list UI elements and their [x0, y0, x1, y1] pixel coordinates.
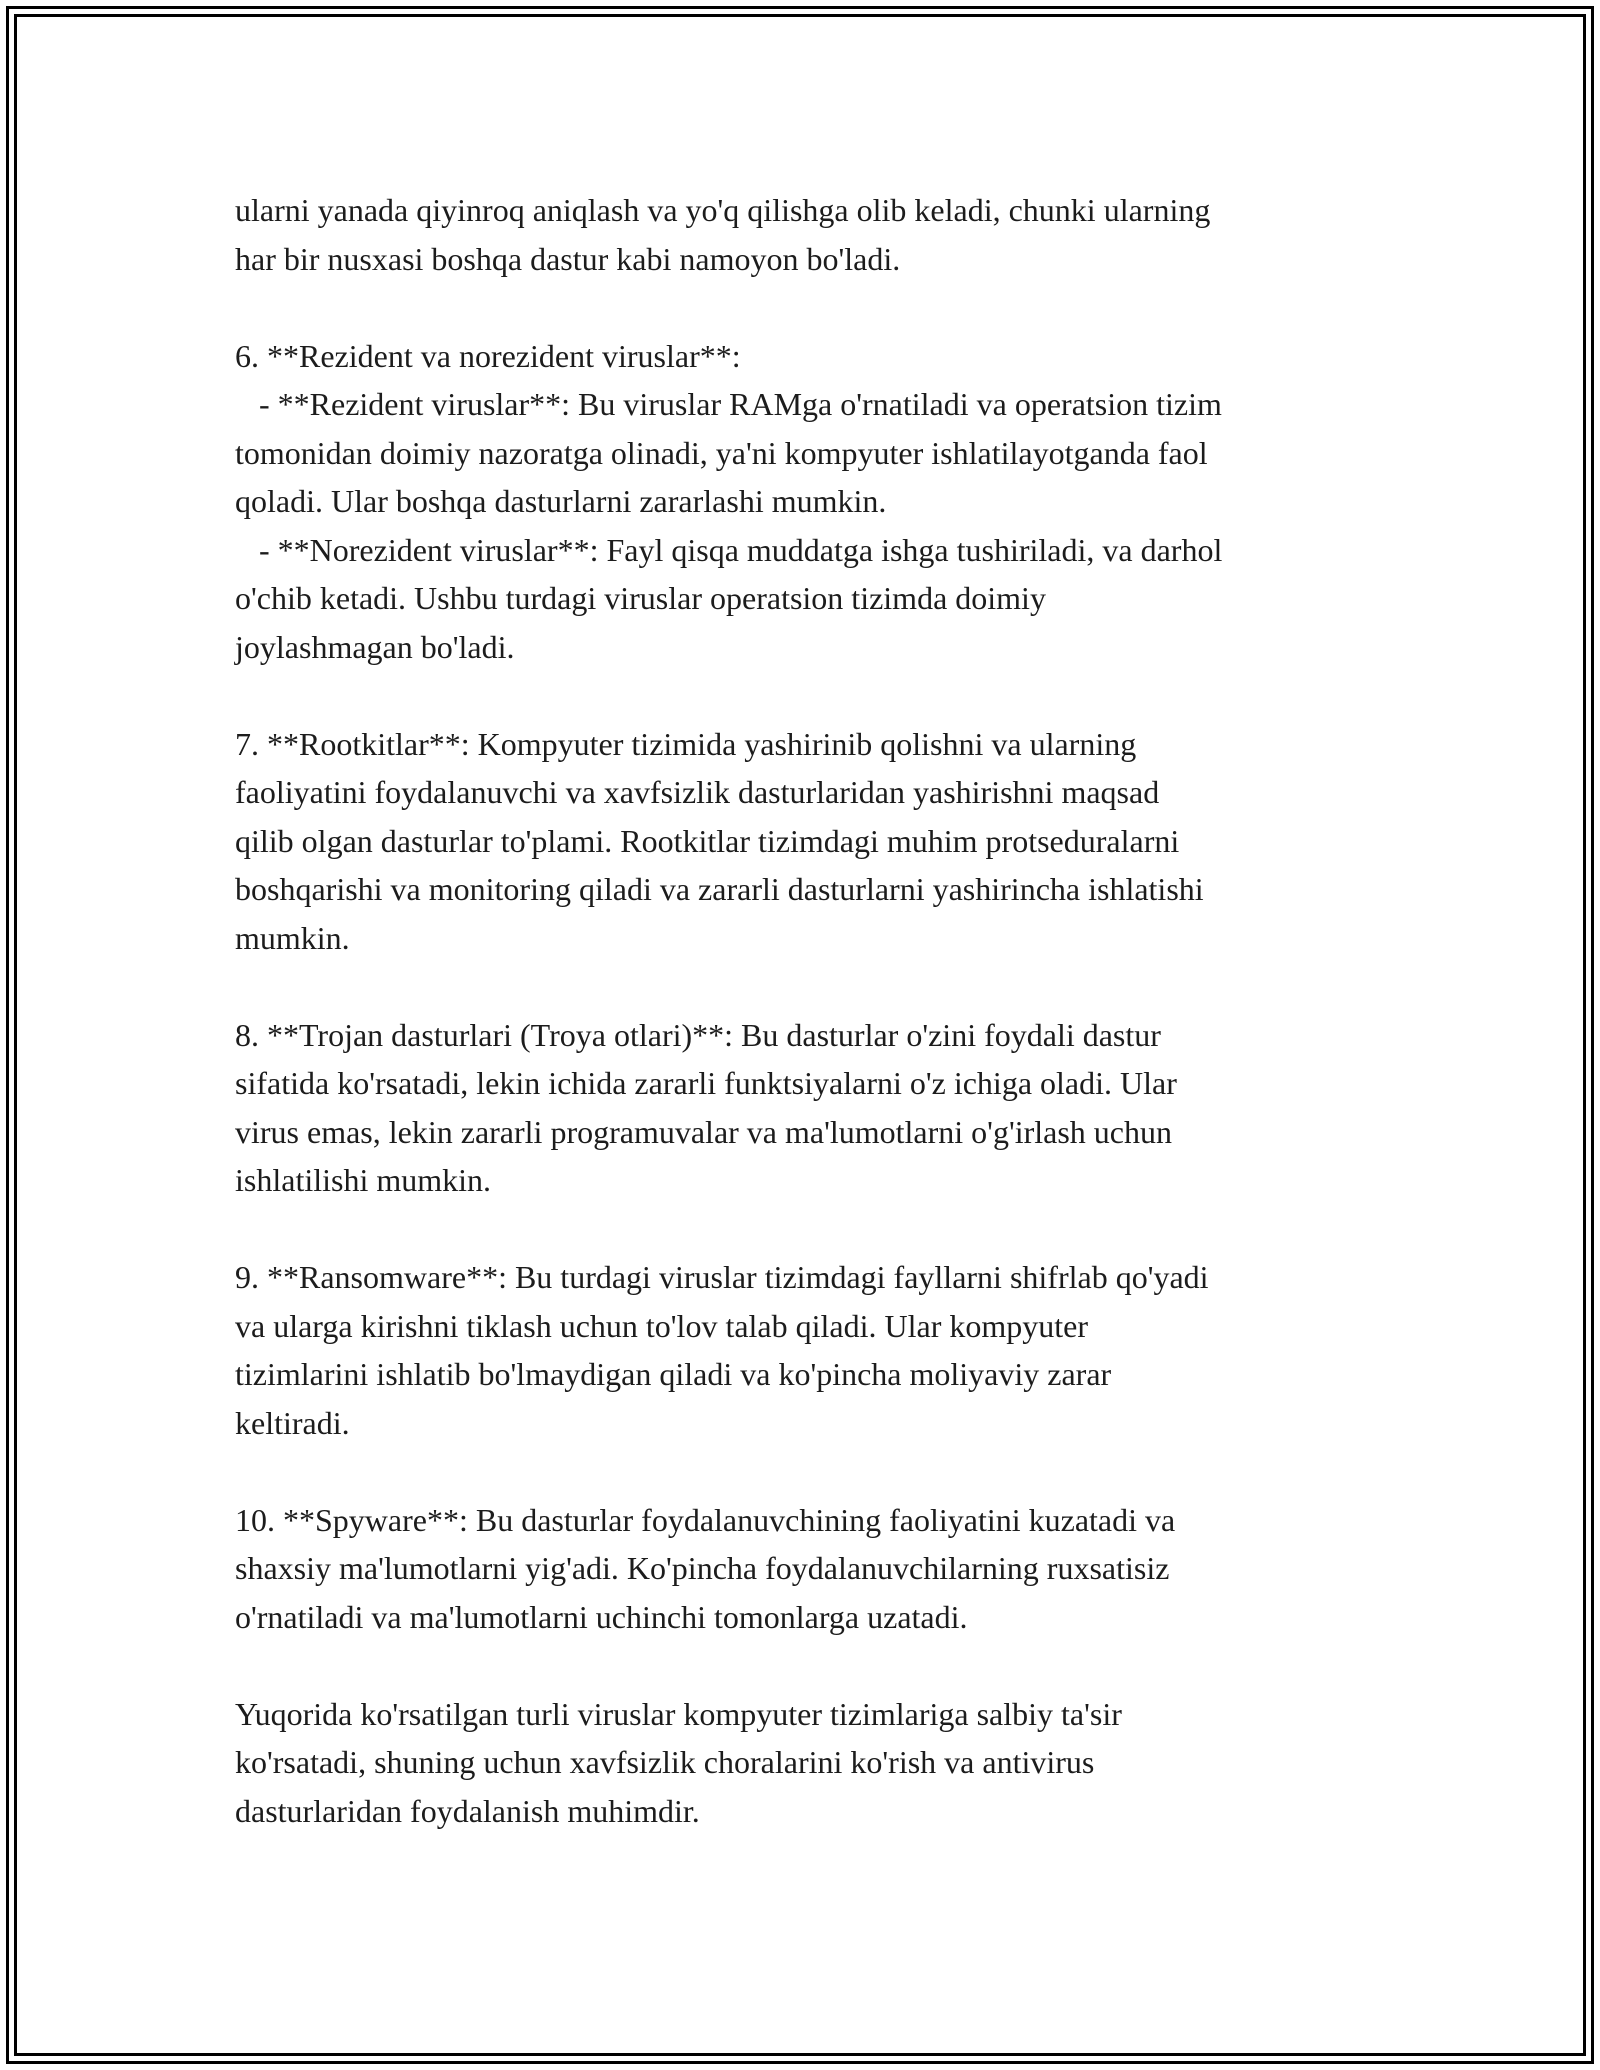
paragraph-spacer: [235, 671, 1395, 720]
text-line: o'chib ketadi. Ushbu turdagi viruslar operatsion tizimda doimiy: [235, 580, 1046, 616]
text-line: keltiradi.: [235, 1404, 350, 1441]
text-line: tomonidan doimiy nazoratga olinadi, ya'ni kompyuter ishlatilayotganda faol: [235, 434, 1208, 471]
text-line: sifatida ko'rsatadi, lekin ichida zararli funktsiyalarni o'z ichiga oladi. Ular: [235, 1065, 1177, 1101]
text-line: ko'rsatadi, shuning uchun xavfsizlik choralarini ko'rish va antivirus: [235, 1744, 1095, 1780]
text-line: o'rnatiladi va ma'lumotlarni uchinchi tomonlarga uzatadi.: [235, 1598, 968, 1635]
text-line: ularni yanada qiyinroq aniqlash va yo'q qilishga olib keladi, chunki ularning: [235, 192, 1211, 228]
text-line: 9. **Ransomware**: Bu turdagi viruslar tizimdagi fayllarni shifrlab qo'yadi: [235, 1259, 1209, 1295]
text-line: dasturlaridan foydalanish muhimdir.: [235, 1792, 700, 1829]
text-line: 6. **Rezident va norezident viruslar**:: [235, 337, 741, 374]
text-line: Yuqorida ko'rsatilgan turli viruslar kompyuter tizimlariga salbiy ta'sir: [235, 1695, 1122, 1732]
text-line: 8. **Trojan dasturlari (Troya otlari)**: Bu dasturlar o'zini foydali dastur: [235, 1016, 1161, 1053]
text-line: mumkin.: [235, 919, 350, 956]
paragraph-conclusion: [235, 1690, 1395, 1836]
paragraph-item-7: [235, 720, 1395, 963]
paragraph-spacer: [235, 1205, 1395, 1254]
text-line: ishlatilishi mumkin.: [235, 1162, 492, 1198]
text-line: boshqarishi va monitoring qiladi va zararli dasturlarni yashirincha ishlatishi: [235, 871, 1204, 907]
text-line: joylashmagan bo'ladi.: [235, 628, 515, 665]
text-line: va ularga kirishni tiklash uchun to'lov talab qiladi. Ular kompyuter: [235, 1307, 1088, 1344]
paragraph-item-9: [235, 1253, 1395, 1447]
text-line: har bir nusxasi boshqa dastur kabi namoyon bo'ladi.: [235, 240, 901, 277]
paragraph-spacer: [235, 1447, 1395, 1496]
text-line: faoliyatini foydalanuvchi va xavfsizlik dasturlaridan yashirishni maqsad: [235, 774, 1160, 810]
document-body: [235, 186, 1395, 1835]
text-line: 10. **Spyware**: Bu dasturlar foydalanuvchining faoliyatini kuzatadi va: [235, 1501, 1176, 1538]
paragraph-spacer: [235, 1641, 1395, 1690]
text-line: shaxsiy ma'lumotlarni yig'adi. Ko'pincha foydalanuvchilarning ruxsatisiz: [235, 1550, 1170, 1586]
text-line: qoladi. Ular boshqa dasturlarni zararlashi mumkin.: [235, 483, 887, 519]
text-line: virus emas, lekin zararli programuvalar va ma'lumotlarni o'g'irlash uchun: [235, 1113, 1172, 1150]
text-line: 7. **Rootkitlar**: Kompyuter tizimida yashirinib qolishni va ularning: [235, 725, 1137, 762]
text-line: - **Rezident viruslar**: Bu viruslar RAMga o'rnatiladi va operatsion tizim: [235, 386, 1222, 422]
paragraph-item-8: [235, 1011, 1395, 1205]
text-line: - **Norezident viruslar**: Fayl qisqa muddatga ishga tushiriladi, va darhol: [235, 531, 1223, 568]
paragraph-spacer: [235, 962, 1395, 1011]
text-line: qilib olgan dasturlar to'plami. Rootkitlar tizimdagi muhim protseduralarni: [235, 822, 1180, 859]
paragraph-item-6: [235, 332, 1395, 672]
paragraph-spacer: [235, 283, 1395, 332]
text-line: tizimlarini ishlatib bo'lmaydigan qiladi va ko'pincha moliyaviy zarar: [235, 1356, 1112, 1392]
paragraph-intro-continuation: [235, 186, 1395, 283]
paragraph-item-10: [235, 1496, 1395, 1642]
